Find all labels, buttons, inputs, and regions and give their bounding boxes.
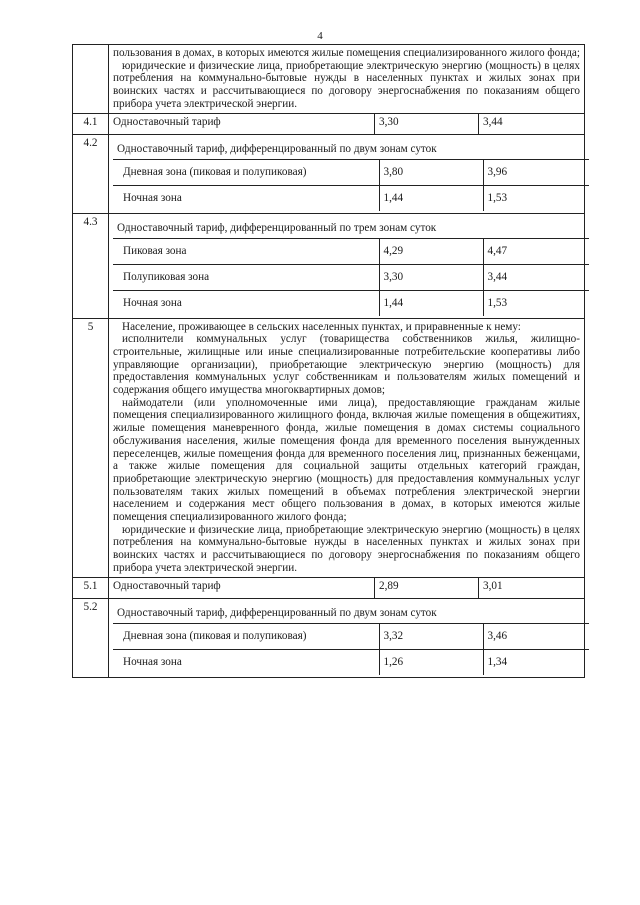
row-number: 5.1 [73, 577, 109, 598]
value-cell: 3,96 [483, 159, 589, 185]
value-cell: 3,44 [483, 264, 589, 290]
value-cell: 1,53 [483, 185, 589, 211]
table-row [73, 318, 585, 577]
zone-label: Полупиковая зона [113, 264, 379, 290]
zone-label: Дневная зона (пиковая и полупиковая) [113, 623, 379, 649]
row-text-cell [109, 318, 585, 577]
zone-subtable [113, 238, 589, 316]
table-row [73, 45, 585, 114]
paragraph: исполнители коммунальных услуг (товарищества собственников жилья, жилищно-строительные, жилищные или иные специализированные потребительские кооперативы либо управляющие организации), приобретающие электрическую энергию (мощность) для предоставления коммунальных услуг собственникам и пользователям жилых помещений и содержания общего имущества многоквартирных домов; [113, 333, 580, 397]
table-row [113, 623, 589, 649]
value-cell: 1,53 [483, 290, 589, 316]
zone-label: Пиковая зона [113, 238, 379, 264]
value-cell: 3,46 [483, 623, 589, 649]
value-cell: 1,44 [379, 185, 483, 211]
row-number: 5.2 [73, 598, 109, 677]
table-row [113, 159, 589, 185]
table-row [73, 577, 585, 598]
zone-label: Ночная зона [113, 185, 379, 211]
zone-label: Ночная зона [113, 649, 379, 675]
page-number: 4 [317, 30, 323, 42]
section-label: Одноставочный тариф, дифференцированный по двум зонам суток [117, 606, 437, 619]
paragraph: юридические и физические лица, приобретающие электрическую энергию (мощность) в целях потребления на коммунально-бытовые нужды в населенных пунктах и жилых зонах при воинских частях и рассчитывающиеся по договору энергоснабжения по показаниям общего прибора учета электрической энергии. [113, 523, 580, 574]
paragraph: Население, проживающее в сельских населенных пунктах, и приравненные к нему: [122, 320, 521, 333]
zone-subtable [113, 159, 589, 211]
table-row [73, 134, 585, 213]
row-number: 4.2 [73, 134, 109, 213]
section-label: Одноставочный тариф, дифференцированный по трем зонам суток [117, 221, 437, 234]
table-row [73, 213, 585, 318]
value-cell: 2,89 [375, 577, 479, 598]
zone-subtable [113, 623, 589, 675]
value-cell: 3,30 [375, 113, 479, 134]
value-cell: 1,26 [379, 649, 483, 675]
value-cell: 1,44 [379, 290, 483, 316]
table-row [113, 649, 589, 675]
row-number: 4.3 [73, 213, 109, 318]
row-text-cell [109, 45, 585, 114]
row-number: 5 [73, 318, 109, 577]
table-row [73, 113, 585, 134]
value-cell: 4,29 [379, 238, 483, 264]
value-cell: 3,32 [379, 623, 483, 649]
value-cell: 3,30 [379, 264, 483, 290]
tariff-table [72, 44, 585, 678]
row-number: 4.1 [73, 113, 109, 134]
zone-label: Ночная зона [113, 290, 379, 316]
table-row [113, 185, 589, 211]
row-label: Одноставочный тариф [109, 577, 375, 598]
table-row [73, 598, 585, 677]
value-cell: 3,01 [479, 577, 585, 598]
table-row [113, 238, 589, 264]
zone-label: Дневная зона (пиковая и полупиковая) [113, 159, 379, 185]
value-cell: 4,47 [483, 238, 589, 264]
table-row [113, 264, 589, 290]
paragraph: наймодатели (или уполномоченные ими лица), предоставляющие гражданам жилые помещения специализированного жилищного фонда, включая жилые помещения в общежитиях, жилые помещения маневренного фонда, жилые помещения в домах системы социального обслуживания населения, жилые помещения фонда для временного поселения вынужденных переселенцев, жилые помещения фонда для временного поселения лиц, признанных беженцами, а также жилые помещения для социальной защиты отдельных категорий граждан, приобретающие электрическую энергию (мощность) для предоставления коммунальных услуг пользователям таких жилых помещений в объемах потребления электрической энергии населением и содержания мест общего пользования в домах, в которых имеются жилые помещения специализированного жилого фонда; [113, 396, 580, 524]
value-cell: 1,34 [483, 649, 589, 675]
value-cell: 3,80 [379, 159, 483, 185]
section-label: Одноставочный тариф, дифференцированный по двум зонам суток [117, 142, 437, 155]
paragraph: юридические и физические лица, приобретающие электрическую энергию (мощность) в целях потребления на коммунально-бытовые нужды в населенных пунктах и жилых зонах при воинских частях и рассчитывающиеся по договору энергоснабжения по показаниям общего прибора учета электрической энергии. [113, 59, 580, 110]
paragraph: пользования в домах, в которых имеются жилые помещения специализированного жилого фонда; [113, 47, 580, 59]
row-label: Одноставочный тариф [109, 113, 375, 134]
value-cell: 3,44 [479, 113, 585, 134]
table-row [113, 290, 589, 316]
